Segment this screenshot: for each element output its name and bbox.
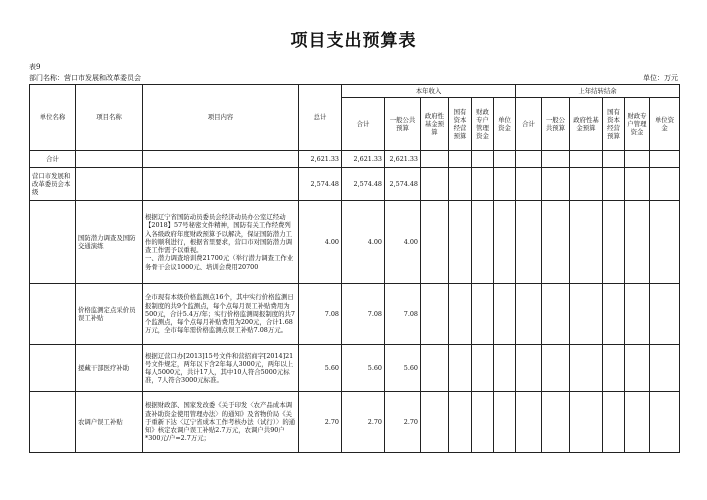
table-cell (449, 151, 472, 168)
table-cell (30, 201, 76, 284)
table-cell (421, 345, 449, 392)
table-cell (650, 201, 680, 284)
table-cell (516, 151, 542, 168)
page-title: 项目支出预算表 (290, 31, 417, 51)
col-current-general-budget: 一般公共预算 (385, 98, 421, 151)
table-cell (542, 168, 570, 201)
table-cell (421, 201, 449, 284)
table-cell (625, 151, 650, 168)
dept-general: 2,574.48 (385, 168, 421, 201)
dept-subtotal: 2,574.48 (342, 168, 385, 201)
project-total: 2.70 (299, 392, 342, 453)
group-current-year: 本年收入 (342, 85, 516, 98)
col-current-gov-fund: 政府性基金预算 (421, 98, 449, 151)
table-cell (570, 284, 603, 345)
project-row (30, 201, 680, 284)
project-name: 援藏干部医疗补助 (76, 345, 143, 392)
summary-total: 2,621.33 (299, 151, 342, 168)
table-cell (603, 151, 625, 168)
table-cell (449, 168, 472, 201)
project-row (30, 345, 680, 392)
table-cell (494, 345, 516, 392)
table-cell (516, 392, 542, 453)
col-prior-subtotal: 合计 (516, 98, 542, 151)
table-cell (516, 284, 542, 345)
budget-table (29, 84, 680, 453)
table-cell (30, 284, 76, 345)
table-cell (30, 392, 76, 453)
col-prior-unit-fund: 单位资金 (650, 98, 680, 151)
department-name: 部门名称：营口市发展和改革委员会 (29, 74, 141, 82)
table-cell (494, 392, 516, 453)
summary-label: 合计 (30, 151, 76, 168)
project-subtotal: 2.70 (342, 392, 385, 453)
col-current-unit-fund: 单位资金 (494, 98, 516, 151)
project-row (30, 392, 680, 453)
project-subtotal: 5.60 (342, 345, 385, 392)
table-cell (494, 201, 516, 284)
table-cell (472, 151, 494, 168)
table-number: 表9 (29, 63, 41, 71)
table-cell (625, 168, 650, 201)
table-cell (625, 284, 650, 345)
table-cell (625, 392, 650, 453)
summary-row (30, 151, 680, 168)
table-cell (494, 284, 516, 345)
col-prior-gov-fund: 政府性基金预算 (570, 98, 603, 151)
table-cell (542, 345, 570, 392)
table-cell (542, 151, 570, 168)
table-cell (421, 284, 449, 345)
project-row (30, 284, 680, 345)
project-total: 5.60 (299, 345, 342, 392)
table-cell (449, 284, 472, 345)
summary-general: 2,621.33 (385, 151, 421, 168)
dept-total: 2,574.48 (299, 168, 342, 201)
table-cell (650, 168, 680, 201)
table-cell (421, 392, 449, 453)
table-cell (472, 284, 494, 345)
table-cell (472, 392, 494, 453)
table-cell (449, 201, 472, 284)
table-cell (625, 201, 650, 284)
project-content: 根据辽宁省国防动员委员会经济动员办公室辽经动【2018】57号秘密文件精神，国防有关工作经费列入各级政府年度财政预算予以解决，保证国防潜力工作的顺利进行，根据省里要求，营口市对国防潜力调查工作需予以重视。 一、潜力调查培训费21700元（举行潜力调查工作业务骨干会议1000元、培训会费用20700 (143, 201, 299, 284)
table-cell (570, 168, 603, 201)
dept-unit-name: 营口市发展和改革委员会本级 (30, 168, 76, 201)
project-general: 4.00 (385, 201, 421, 284)
project-general: 2.70 (385, 392, 421, 453)
table-cell (542, 201, 570, 284)
project-subtotal: 4.00 (342, 201, 385, 284)
project-total: 7.08 (299, 284, 342, 345)
col-prior-state-capital: 国有资本经营预算 (603, 98, 625, 151)
col-prior-special-fund: 财政专户管理资金 (625, 98, 650, 151)
project-content: 根据财政部、国家发改委《关于印发〈农产品成本调查补助资金使用管理办法〉的通知》及省物价局《关于重新下达〈辽宁省成本工作考核办法（试行）〉的通知》核定农调户误工补贴2.7万元，农调户共90户*300元/户=2.7万元； (143, 392, 299, 453)
project-name: 国防潜力调查及国防交通演练 (76, 201, 143, 284)
table-cell (30, 345, 76, 392)
project-name: 价格监测定点采价员误工补贴 (76, 284, 143, 345)
table-cell (516, 345, 542, 392)
col-total: 总计 (299, 85, 342, 151)
col-current-special-fund: 财政专户管理资金 (472, 98, 494, 151)
col-unit-name: 单位名称 (30, 85, 76, 151)
table-cell (542, 392, 570, 453)
table-cell (570, 151, 603, 168)
group-prior-year: 上年结转结余 (516, 85, 680, 98)
header-row-1 (30, 85, 680, 98)
project-total: 4.00 (299, 201, 342, 284)
table-cell (603, 345, 625, 392)
col-current-subtotal: 合计 (342, 98, 385, 151)
table-cell (494, 151, 516, 168)
table-cell (625, 345, 650, 392)
table-cell (542, 284, 570, 345)
col-prior-general-budget: 一般公共预算 (542, 98, 570, 151)
table-cell (650, 284, 680, 345)
project-subtotal: 7.08 (342, 284, 385, 345)
table-cell (76, 168, 143, 201)
table-cell (494, 168, 516, 201)
table-cell (143, 151, 299, 168)
table-cell (76, 151, 143, 168)
table-cell (603, 284, 625, 345)
table-cell (650, 392, 680, 453)
table-cell (650, 345, 680, 392)
col-project-name: 项目名称 (76, 85, 143, 151)
dept-row (30, 168, 680, 201)
table-cell (570, 345, 603, 392)
project-content: 全市现有本级价格监测点16个，其中实行价格监测日报制度的共9个监测点，每个点每月误工补贴费用为500元，合计5.4万/年；实行价格监测周报制度的共7个监测点，每个点每月补贴费用为200元，合计1.68万元，全市每年需价格监测点误工补贴7.08万元。 (143, 284, 299, 345)
table-cell (143, 168, 299, 201)
table-cell (570, 392, 603, 453)
table-cell (421, 168, 449, 201)
table-cell (449, 392, 472, 453)
table-cell (472, 201, 494, 284)
project-general: 7.08 (385, 284, 421, 345)
project-general: 5.60 (385, 345, 421, 392)
table-cell (516, 201, 542, 284)
summary-subtotal: 2,621.33 (342, 151, 385, 168)
table-cell (603, 201, 625, 284)
project-name: 农调户误工补贴 (76, 392, 143, 453)
table-cell (421, 151, 449, 168)
table-cell (570, 201, 603, 284)
table-cell (650, 151, 680, 168)
project-content: 根据辽营口办[2013]15号文件和营招商字[2014]21号文件规定，两年以下含2年每人3000元，两年以上每人5000元，共计17人，其中10人符合5000元标准，7人符合3000元标准。 (143, 345, 299, 392)
table-cell (472, 168, 494, 201)
table-cell (449, 345, 472, 392)
col-project-content: 项目内容 (143, 85, 299, 151)
table-cell (472, 345, 494, 392)
table-cell (516, 168, 542, 201)
table-cell (603, 168, 625, 201)
table-cell (603, 392, 625, 453)
col-current-state-capital: 国有资本经营预算 (449, 98, 472, 151)
unit-label: 单位：万元 (643, 74, 678, 82)
